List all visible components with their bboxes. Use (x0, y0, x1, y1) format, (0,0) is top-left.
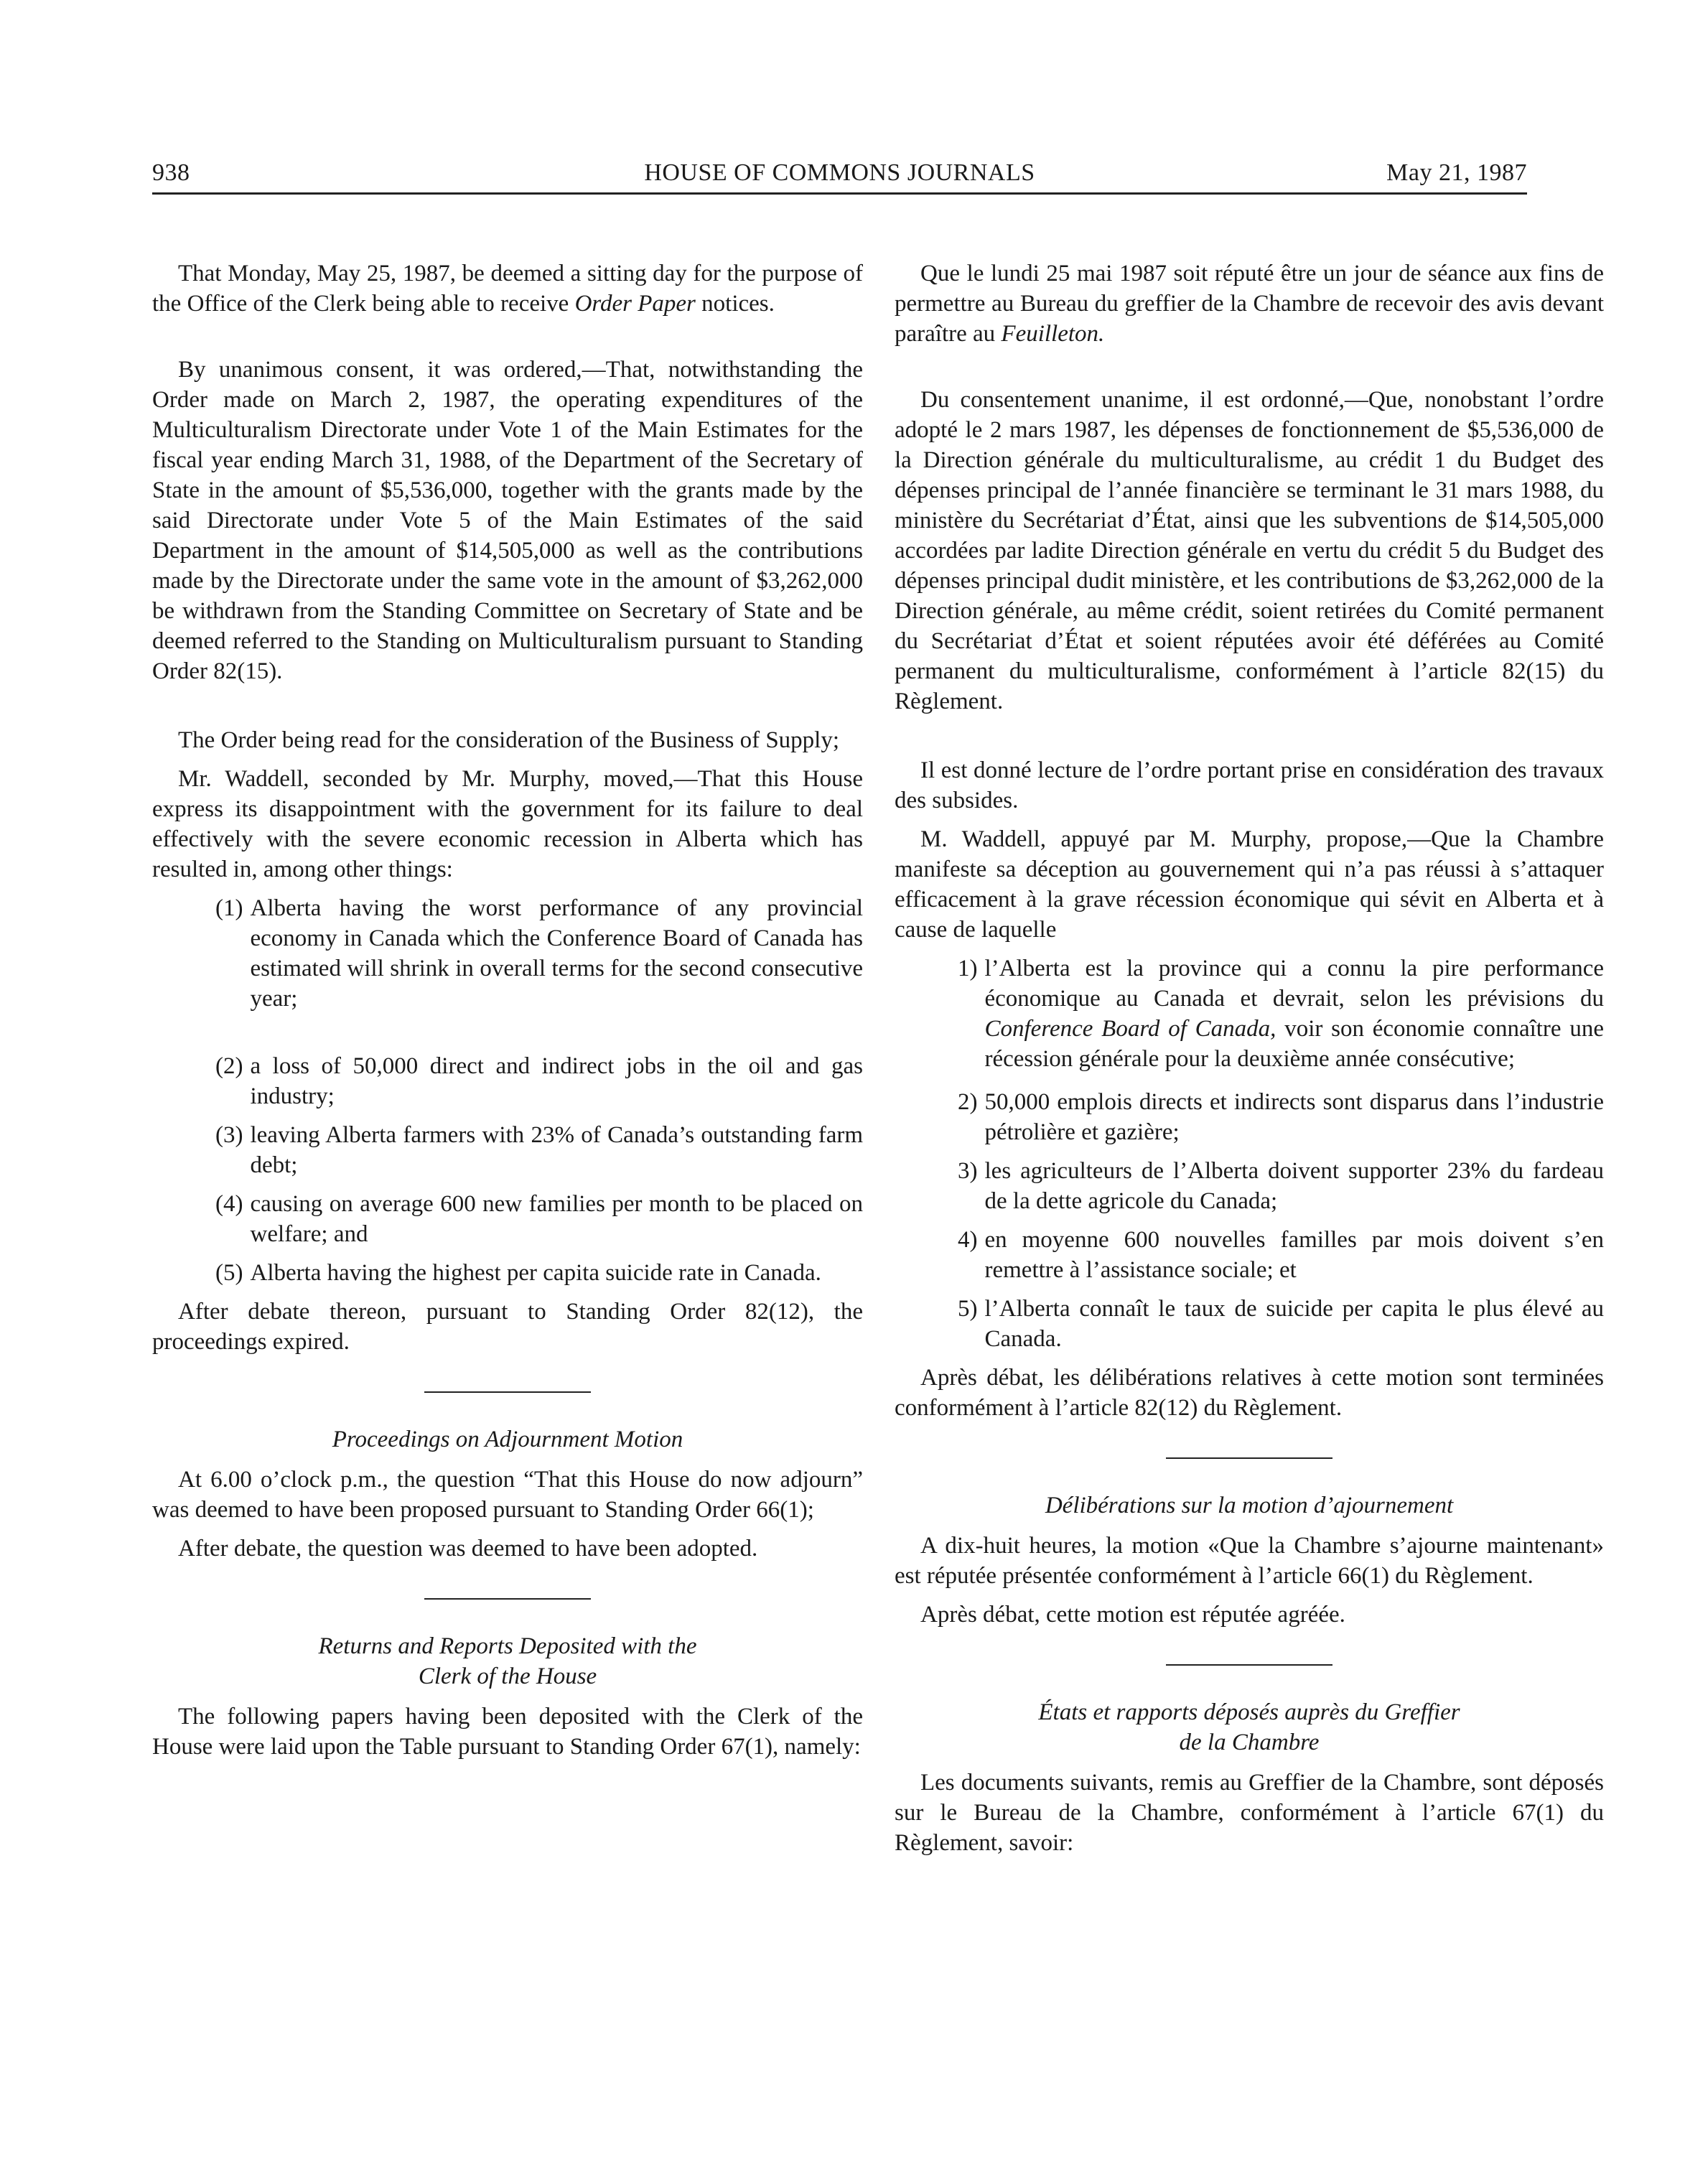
french-column (895, 258, 1604, 1858)
section-heading-returns-fr: États et rapports déposés auprès du Greffier de la Chambre (1038, 1699, 1460, 1755)
returns-paragraph: The following papers having been deposited with the Clerk of the House were laid upon the Table pursuant to Standing Order 67(1), namely: (152, 1704, 863, 1760)
journal-title: HOUSE OF COMMONS JOURNALS (644, 159, 1035, 186)
journal-date: May 21, 1987 (1386, 159, 1527, 186)
motion-item-fr: 2) 50,000 emplois directs et indirects sont disparus dans l’industrie pétrolière et gazière; (958, 1089, 1604, 1145)
section-heading-adjournment: Proceedings on Adjournment Motion (332, 1427, 683, 1452)
sitting-day-paragraph: That Monday, May 25, 1987, be deemed a sitting day for the purpose of the Office of the Clerk being able to receive Order Paper notices. (152, 261, 863, 317)
unanimous-consent-paragraph: By unanimous consent, it was ordered,—That, notwithstanding the Order made on March 2, 1987, the operating expenditures of the Multiculturalism Directorate under Vote 1 of the Main Estimates for the fiscal year ending March 31, 1988, of the Department of the Secretary of State in the amount of $5,536,000, together with the grants made by the said Directorate under Vote 5 of the Main Estimates of the said Department in the amount of $14,505,000 as well as the contributions made by the Directorate under the same vote in the amount of $3,262,000 be withdrawn from the Standing Committee on Secretary of State and be deemed referred to the Standing on Multiculturalism pursuant to Standing Order 82(15). (152, 357, 863, 684)
order-read-paragraph-fr: Il est donné lecture de l’ordre portant prise en considération des travaux des subsides. (895, 757, 1604, 813)
english-column (152, 258, 863, 1762)
order-read-paragraph: The Order being read for the consideration of the Business of Supply; (178, 727, 840, 753)
motion-item: (5) Alberta having the highest per capita suicide rate in Canada. (215, 1260, 821, 1286)
adjournment-adopted-paragraph: After debate, the question was deemed to have been adopted. (178, 1536, 758, 1562)
page-number: 938 (152, 159, 190, 186)
section-heading-adjournment-fr: Délibérations sur la motion d’ajournement (1045, 1493, 1454, 1518)
debate-expired-paragraph-fr: Après débat, les délibérations relatives à cette motion sont terminées conformément à l’article 82(12) du Règlement. (895, 1365, 1604, 1421)
motion-item-fr: 4) en moyenne 600 nouvelles familles par mois doivent s’en remettre à l’assistance sociale; et (958, 1227, 1604, 1283)
section-divider (1166, 1664, 1332, 1666)
adjournment-adopted-paragraph-fr: Après débat, cette motion est réputée agréée. (920, 1602, 1345, 1628)
debate-expired-paragraph: After debate thereon, pursuant to Standing Order 82(12), the proceedings expired. (152, 1299, 863, 1355)
section-divider (1166, 1457, 1332, 1459)
page-header (152, 159, 1527, 195)
adjournment-paragraph-fr: A dix-huit heures, la motion «Que la Chambre s’ajourne maintenant» est réputée présentée conformément à l’article 66(1) du Règlement. (895, 1533, 1604, 1589)
motion-item: (4) causing on average 600 new families per month to be placed on welfare; and (215, 1191, 863, 1247)
section-divider (424, 1598, 591, 1600)
motion-paragraph: Mr. Waddell, seconded by Mr. Murphy, moved,—That this House express its disappointment with the government for its failure to deal effectively with the severe economic recession in Alberta which has resulted in, among other things: (152, 766, 863, 882)
adjournment-paragraph: At 6.00 o’clock p.m., the question “That this House do now adjourn” was deemed to have been proposed pursuant to Standing Order 66(1); (152, 1467, 863, 1523)
motion-item-fr: 3) les agriculteurs de l’Alberta doivent supporter 23% du fardeau de la dette agricole du Canada; (958, 1158, 1604, 1214)
motion-item: (3) leaving Alberta farmers with 23% of Canada’s outstanding farm debt; (215, 1122, 863, 1178)
motion-item-fr: 5) l’Alberta connaît le taux de suicide per capita le plus élevé au Canada. (958, 1296, 1604, 1352)
section-heading-returns: Returns and Reports Deposited with the Clerk of the House (318, 1633, 697, 1689)
section-divider (424, 1391, 591, 1393)
motion-item: (1) Alberta having the worst performance of any provincial economy in Canada which the Conference Board of Canada has estimated will shrink in overall terms for the second consecutive year; (215, 895, 863, 1012)
returns-paragraph-fr: Les documents suivants, remis au Greffier de la Chambre, sont déposés sur le Bureau de la Chambre, conformément à l’article 67(1) du Règlement, savoir: (895, 1770, 1604, 1856)
motion-item: (2) a loss of 50,000 direct and indirect jobs in the oil and gas industry; (215, 1053, 863, 1109)
sitting-day-paragraph-fr: Que le lundi 25 mai 1987 soit réputé être un jour de séance aux fins de permettre au Bureau du greffier de la Chambre de recevoir des avis devant paraître au Feuilleton. (895, 261, 1604, 347)
unanimous-consent-paragraph-fr: Du consentement unanime, il est ordonné,—Que, nonobstant l’ordre adopté le 2 mars 1987, les dépenses de fonctionnement de $5,536,000 de la Direction générale du multiculturalisme, au crédit 1 du Budget des dépenses principal de l’année financière se terminant le 31 mars 1988, du ministère du Secrétariat d’État, ainsi que les subventions de $14,505,000 accordées par ladite Direction générale en vertu du crédit 5 du Budget des dépenses principal dudit ministère, et les contributions de $3,262,000 de la Direction générale, au même crédit, soient retirées du Comité permanent du Secrétariat d’État et soient réputées avoir été déférées au Comité permanent du multiculturalisme, conformément à l’article 82(15) du Règlement. (895, 387, 1604, 714)
motion-item-fr: 1) l’Alberta est la province qui a connu la pire performance économique au Canada et devrait, selon les prévisions du Conference Board of Canada, voir son économie connaître une récession générale pour la deuxième année consécutive; (958, 956, 1604, 1072)
motion-paragraph-fr: M. Waddell, appuyé par M. Murphy, propose,—Que la Chambre manifeste sa déception au gouvernement qui n’a pas réussi à s’attaquer efficacement à la grave récession économique qui sévit en Alberta et à cause de laquelle (895, 826, 1604, 943)
